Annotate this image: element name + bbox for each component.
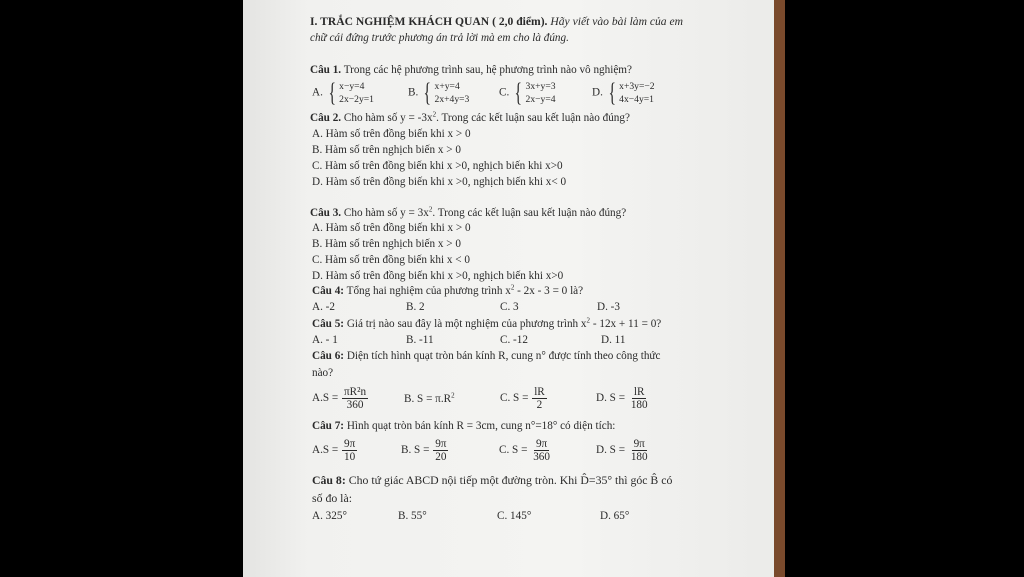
section-subtitle: chữ cái đứng trước phương án trả lời mà em cho là đúng. [310, 32, 569, 44]
q4-option-d: D. -3 [597, 301, 620, 313]
q6-option-b: B. $S = \pi.R^2$ [404, 391, 455, 405]
table-edge [774, 0, 785, 577]
q3-option-a: A. Hàm số trên đồng biến khi x > 0 [312, 222, 471, 234]
q1-option-b: B. { x+y=4 2x+4y=3 [408, 78, 470, 107]
question-5: Câu 5: Giá trị nào sau đây là một nghiệm của phương trình $x^2 - 12x + 11 = 0$? [312, 316, 662, 330]
q1-option-d: D. { x+3y=−2 4x−4y=1 [592, 78, 655, 107]
section-title: I. TRẮC NGHIỆM KHÁCH QUAN ( 2,0 điểm). [310, 15, 548, 28]
q4-option-a: A. -2 [312, 301, 335, 313]
section-instruction: Hãy viết vào bài làm của em [550, 15, 684, 28]
question-7: Câu 7: Hình quạt tròn bán kính R = 3cm, cung n°=18° có diện tích: [312, 420, 616, 432]
q3-option-c: C. Hàm số trên đồng biến khi x < 0 [312, 254, 470, 266]
q2-option-d: D. Hàm số trên đồng biến khi x >0, nghịch biến khi x< 0 [312, 176, 567, 188]
q5-option-b: B. -11 [406, 334, 434, 346]
q3-option-d: D. Hàm số trên đồng biến khi x >0, nghịch biến khi x>0 [312, 270, 564, 282]
q8-option-d: D. 65° [600, 510, 630, 522]
q8-option-b: B. 55° [398, 510, 427, 522]
section-header [310, 15, 683, 28]
q8-option-a: A. 325° [312, 510, 347, 522]
q1-option-a: A. { x−y=4 2x−2y=1 [312, 78, 374, 107]
question-6: Câu 6: Diện tích hình quạt tròn bán kính R, cung n° được tính theo công thức [312, 350, 661, 362]
q8-option-c: C. 145° [497, 510, 532, 522]
q3-option-b: B. Hàm số trên nghịch biến x > 0 [312, 238, 461, 250]
q1-label: Câu 1. [310, 64, 342, 76]
q5-option-a: A. - 1 [312, 334, 338, 346]
question-1 [310, 64, 632, 77]
q5-option-d: D. 11 [601, 334, 626, 346]
q7-option-d: D. S = $\frac{9\pi}{180}$ [596, 438, 648, 463]
q2-option-b: B. Hàm số trên nghịch biến x > 0 [312, 144, 461, 156]
q6-option-c: C. S = $\frac{lR}{2}$ [500, 386, 545, 411]
q7-option-a: A.S = $\frac{9\pi}{10}$ [312, 438, 356, 463]
q1-text: Trong các hệ phương trình sau, hệ phương trình nào vô nghiệm? [343, 64, 632, 76]
question-2: Câu 2. Cho hàm số $y = -3x^2$. Trong các kết luận sau kết luận nào đúng? [310, 110, 630, 124]
q7-option-c: C. S = $\frac{9\pi}{360}$ [499, 438, 550, 463]
q4-option-c: C. 3 [500, 301, 519, 313]
q4-option-b: B. 2 [406, 301, 425, 313]
q8-text-cont: số đo là: [312, 491, 352, 505]
q2-option-a: A. Hàm số trên đồng biến khi x > 0 [312, 128, 471, 140]
q7-option-b: B. S = $\frac{9\pi}{20}$ [401, 438, 447, 463]
q6-option-a: A.S = $\frac{\text{πR²n}}{360}$ [312, 386, 367, 411]
question-8: Câu 8: Cho tứ giác ABCD nội tiếp một đường tròn. Khi D̂=35° thì góc B̂ có [312, 473, 673, 487]
question-4: Câu 4: Tổng hai nghiệm của phương trình $x^2 - 2x - 3 = 0$ là? [312, 283, 584, 297]
q5-option-c: C. -12 [500, 334, 528, 346]
q6-text-cont: nào? [312, 367, 334, 379]
q1-option-c: C. { 3x+y=3 2x−y=4 [499, 78, 556, 107]
q6-option-d: D. S = $\frac{lR}{180}$ [596, 386, 648, 411]
question-3: Câu 3. Cho hàm số $y = 3x^2$. Trong các kết luận sau kết luận nào đúng? [310, 205, 627, 219]
q2-option-c: C. Hàm số trên đồng biến khi x >0, nghịch biến khi x>0 [312, 160, 563, 172]
